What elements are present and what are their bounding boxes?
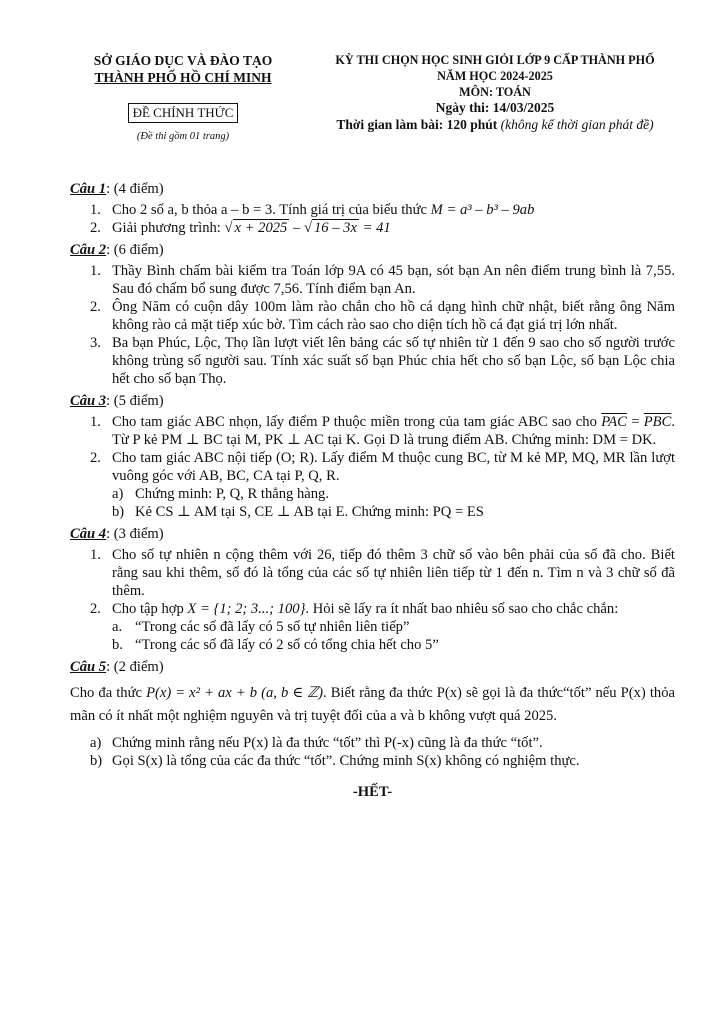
city-name: THÀNH PHỐ HỒ CHÍ MINH [94, 70, 272, 85]
question-2-item-3: 3. Ba bạn Phúc, Lộc, Thọ lần lượt viết lên bảng các số tự nhiên từ 1 đến 9 sao cho số người trước không trùng số người sau. Tính xác suất số bạn Phúc chia hết cho số bạn Lộc, số bạn Lộc chia hết cho số bạn Thọ. [90, 335, 675, 387]
sqrt-expression: √ x + 2025 – √ 16 – 3x = 41 [224, 220, 391, 236]
question-3-item-2: 2. Cho tam giác ABC nội tiếp (O; R). Lấy điểm M thuộc cung BC, từ M kẻ MP, MQ, MR lần lượt vuông góc với AB, BC, CA tại P, Q, R. [90, 450, 675, 484]
question-4-heading [70, 525, 675, 543]
question-2-item-1: 1. Thầy Bình chấm bài kiểm tra Toán lớp 9A có 45 bạn, sót bạn An nên điểm trung bình là 7,55. Sau đó chấm bổ sung được 7,56. Tính điểm bạn An. [90, 263, 675, 297]
question-4-item-2: 2. Cho tập hợp X = {1; 2; 3...; 100}. Hỏi sẽ lấy ra ít nhất bao nhiêu số sao cho chắc chắn: [90, 601, 619, 617]
question-3-points: : (5 điểm) [106, 393, 164, 409]
time-label: Thời gian làm bài: 120 phút [336, 117, 498, 132]
item-text: Giải phương trình: [112, 220, 225, 236]
item-text: Cho 2 số a, b thỏa a – b = 3. Tính giá trị của biểu thức [112, 202, 431, 218]
question-2-heading [70, 241, 675, 259]
subject: MÔN: TOÁN [459, 85, 531, 99]
set-expression: X = {1; 2; 3...; 100} [187, 601, 306, 617]
question-2-title: Câu 2 [70, 242, 107, 258]
question-5-items [70, 734, 675, 770]
question-4-points: : (3 điểm) [106, 526, 164, 542]
exam-duration [305, 116, 685, 133]
question-2-item-2: 2. Ông Năm có cuộn dây 100m làm rào chắn cho hồ cá dạng hình chữ nhật, biết rằng ông Năm không rào cả mặt tiếp xúc bờ. Tìm cách rào sao cho diện tích hồ cá đạt giá trị lớn nhất. [90, 299, 675, 333]
question-3-heading [70, 392, 675, 410]
question-4-sub-b: b. “Trong các số đã lấy có 2 số có tổng chia hết cho 5” [112, 637, 439, 653]
polynomial-expression: P(x) = x² + ax + b (a, b ∈ ℤ) [146, 685, 323, 701]
exam-title: KỲ THI CHỌN HỌC SINH GIỎI LỚP 9 CẤP THÀNH PHỐ [335, 53, 655, 67]
question-2-items [70, 262, 675, 388]
school-year: NĂM HỌC 2024-2025 [437, 69, 553, 83]
question-3-item-1: 1. Cho tam giác ABC nhọn, lấy điểm P thuộc miền trong của tam giác ABC sao cho $\overline{PAC} = \overline{PBC}$. Từ P kẻ PM ⊥ BC tại M, PK ⊥ AC tại K. Gọi D là trung điểm AB. Chứng minh: DM = DK. [90, 414, 675, 448]
question-3-items [70, 413, 675, 521]
question-5-points: : (2 điểm) [106, 659, 164, 675]
exam-date: Ngày thi: 14/03/2025 [435, 100, 555, 115]
question-1-item-2: 2. Giải phương trình: √ x + 2025 – √ 16 – 3x = 41 [90, 220, 391, 236]
question-2-points: : (6 điểm) [106, 242, 164, 258]
exam-content [70, 180, 675, 801]
header-right [305, 52, 685, 133]
question-4-item-1: 1. Cho số tự nhiên n cộng thêm với 26, tiếp đó thêm 3 chữ số vào bên phải của số đã cho. Biết rằng sau khi thêm, số đó là tổng của các số tự nhiên liên tiếp từ 1 đến n. Tìm n và 3 chữ số đã thêm. [90, 547, 675, 599]
question-3-sub-a: a) Chứng minh: P, Q, R thẳng hàng. [112, 486, 329, 502]
question-3-sub-b: b) Kẻ CS ⊥ AM tại S, CE ⊥ AB tại E. Chứng minh: PQ = ES [112, 504, 484, 520]
official-label: ĐỀ CHÍNH THỨC [128, 103, 239, 123]
question-5-sub-a: a) Chứng minh rằng nếu P(x) là đa thức “tốt” thì P(-x) cũng là đa thức “tốt”. [90, 735, 543, 751]
time-note: (không kể thời gian phát đề) [500, 117, 654, 132]
end-marker: -HẾT- [352, 784, 393, 800]
department-name: SỞ GIÁO DỤC VÀ ĐÀO TẠO [93, 53, 273, 68]
question-1-heading [70, 180, 675, 198]
question-1-title: Câu 1 [70, 181, 107, 197]
question-1-points: : (4 điểm) [106, 181, 164, 197]
question-1-items [70, 201, 675, 237]
arc-angle: $\overline{PBC}$ [643, 414, 672, 430]
question-3-title: Câu 3 [70, 393, 107, 409]
question-4-title: Câu 4 [70, 526, 107, 542]
question-5-heading [70, 658, 675, 676]
arc-angle: $\overline{PAC}$ [601, 414, 627, 430]
question-4-sub-a: a. “Trong các số đã lấy có 5 số tự nhiên liên tiếp” [112, 619, 410, 635]
question-5-sub-b: b) Gọi S(x) là tổng của các đa thức “tốt”. Chứng minh S(x) không có nghiệm thực. [90, 753, 580, 769]
question-5-statement: Cho đa thức P(x) = x² + ax + b (a, b ∈ ℤ). Biết rằng đa thức P(x) sẽ gọi là đa thức“tốt” nếu P(x) thỏa mãn có ít nhất một nghiệm nguyên và trị tuyệt đối của a và b không vượt quá 2025. [70, 685, 675, 724]
pages-note: (Đề thi gồm 01 trang) [136, 131, 230, 142]
header-left [78, 52, 288, 142]
question-1-item-1: 1. Cho 2 số a, b thỏa a – b = 3. Tính giá trị của biểu thức M = a³ – b³ – 9ab [90, 202, 535, 218]
question-4-items [70, 546, 675, 654]
question-5-title: Câu 5 [70, 659, 107, 675]
math-expression: M = a³ – b³ – 9ab [430, 202, 535, 218]
